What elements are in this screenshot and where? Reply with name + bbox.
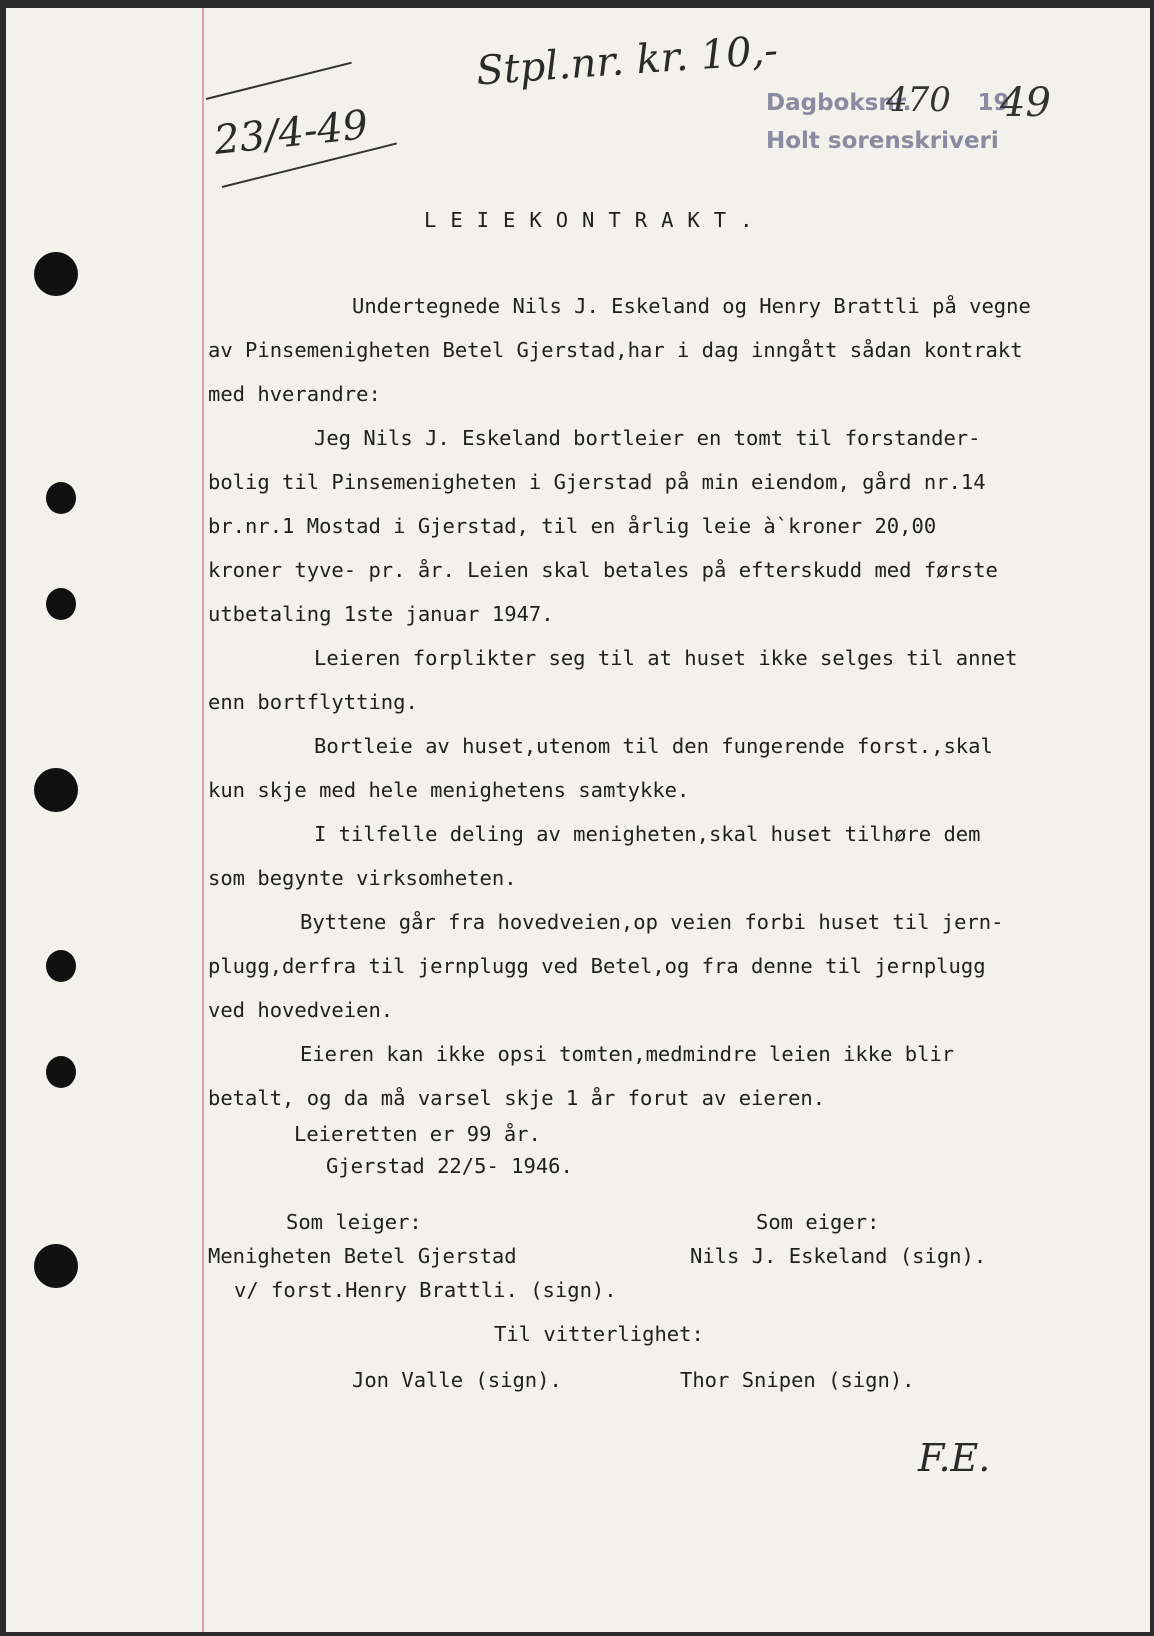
body-line-7: kroner tyve- pr. år. Leien skal betales på efterskudd med første (208, 558, 998, 582)
owner-name: Nils J. Eskeland (sign). (690, 1244, 987, 1268)
binder-hole-3 (46, 588, 76, 620)
body-line-1: Undertegnede Nils J. Eskeland og Henry Brattli på vegne (352, 294, 1031, 318)
handwritten-date: 23/4-49 (212, 102, 371, 164)
body-line-3: med hverandre: (208, 382, 381, 406)
binder-hole-4 (34, 768, 78, 812)
body-line-15: Byttene går fra hovedveien,op veien forbi huset til jern- (300, 910, 1004, 934)
body-line-2: av Pinsemenigheten Betel Gjerstad,har i dag inngått sådan kontrakt (208, 338, 1023, 362)
body-line-20: Leieretten er 99 år. (294, 1122, 541, 1146)
lessee-heading: Som leiger: (286, 1210, 422, 1234)
owner-heading: Som eiger: (756, 1210, 880, 1234)
binder-hole-1 (34, 252, 78, 296)
binder-hole-6 (46, 1056, 76, 1088)
document-title: LEIEKONTRAKT. (424, 208, 767, 232)
handwritten-initials: F.E. (918, 1436, 991, 1480)
body-line-12: kun skje med hele menighetens samtykke. (208, 778, 690, 802)
body-line-8: utbetaling 1ste januar 1947. (208, 602, 554, 626)
body-line-5: bolig til Pinsemenigheten i Gjerstad på min eiendom, gård nr.14 (208, 470, 986, 494)
witness-heading: Til vitterlighet: (494, 1322, 704, 1346)
handwritten-reference: Stpl.nr. kr. 10,- (474, 27, 780, 95)
body-line-13: I tilfelle deling av menigheten,skal huset tilhøre dem (314, 822, 981, 846)
lessee-name: Menigheten Betel Gjerstad (208, 1244, 517, 1268)
body-line-10: enn bortflytting. (208, 690, 418, 714)
binder-hole-7 (34, 1244, 78, 1288)
body-line-11: Bortleie av huset,utenom til den fungerende forst.,skal (314, 734, 993, 758)
body-line-9: Leieren forplikter seg til at huset ikke selges til annet (314, 646, 1018, 670)
stamp-prefix: Dagboksnr. (766, 90, 912, 116)
body-line-14: som begynte virksomheten. (208, 866, 517, 890)
body-line-18: Eieren kan ikke opsi tomten,medmindre leien ikke blir (300, 1042, 955, 1066)
stamp-number: 470 (886, 80, 951, 120)
witness-1: Jon Valle (sign). (352, 1368, 562, 1392)
date-stroke-top (206, 62, 352, 100)
binder-hole-2 (46, 482, 76, 514)
body-line-6: br.nr.1 Mostad i Gjerstad, til en årlig leie à`kroner 20,00 (208, 514, 937, 538)
body-line-19: betalt, og da må varsel skje 1 år forut av eieren. (208, 1086, 826, 1110)
binder-hole-5 (46, 950, 76, 982)
witness-2: Thor Snipen (sign). (680, 1368, 915, 1392)
stamp-year-suffix: 49 (1000, 80, 1051, 126)
stamp-year-prefix: 19 (977, 90, 1010, 116)
body-line-4: Jeg Nils J. Eskeland bortleier en tomt til forstander- (314, 426, 981, 450)
stamp-line-2: Holt sorenskriveri (766, 128, 999, 154)
red-margin-line (202, 8, 204, 1632)
body-line-21: Gjerstad 22/5- 1946. (326, 1154, 573, 1178)
body-line-16: plugg,derfra til jernplugg ved Betel,og fra denne til jernplugg (208, 954, 986, 978)
lessee-representative: v/ forst.Henry Brattli. (sign). (234, 1278, 617, 1302)
document-page (6, 8, 1150, 1632)
body-line-17: ved hovedveien. (208, 998, 394, 1022)
